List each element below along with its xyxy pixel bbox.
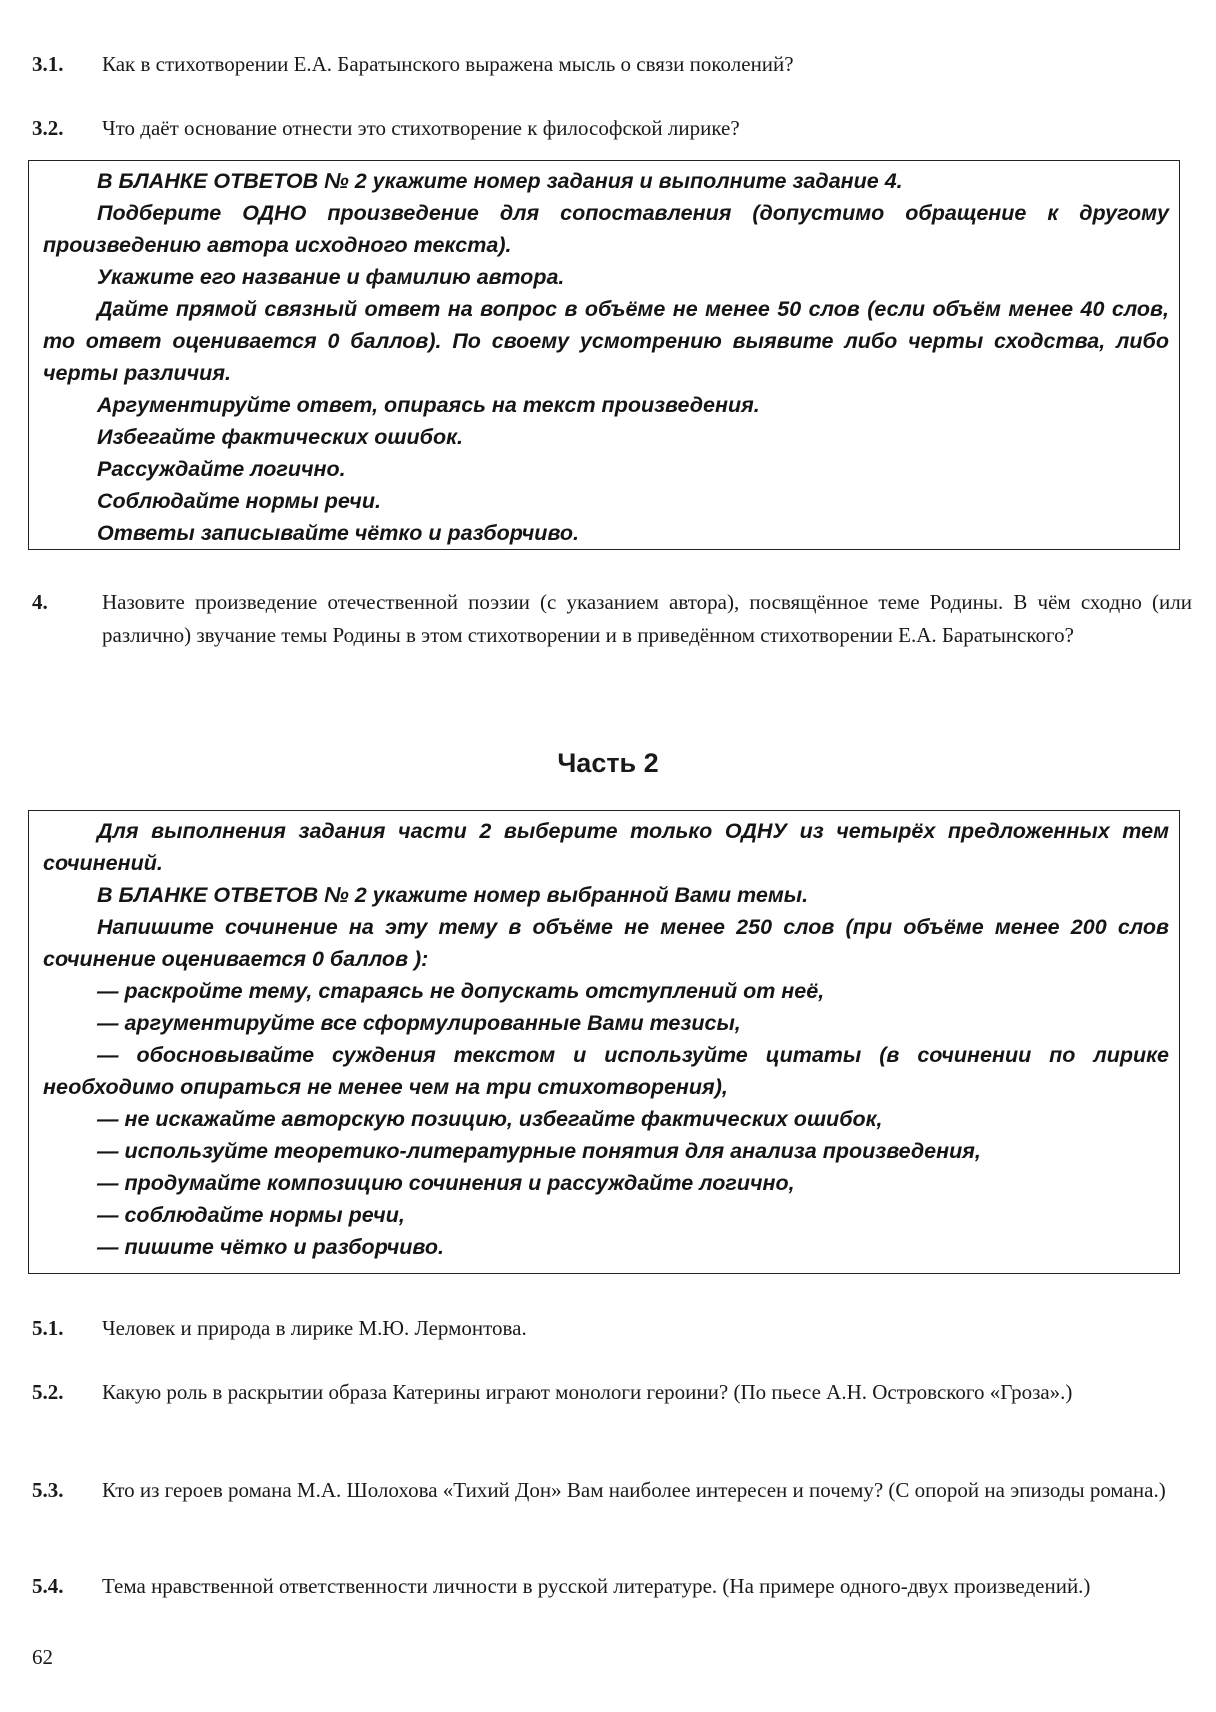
instruction-line: В БЛАНКЕ ОТВЕТОВ № 2 укажите номер выбранной Вами темы. (97, 883, 809, 907)
instruction-line: — пишите чётко и разборчиво. (97, 1235, 444, 1259)
topic-text: Тема нравственной ответственности личности в русской литературе. (На примере одного-двух произведений.) (102, 1574, 1091, 1598)
question-3-1 (32, 48, 1192, 81)
topic-text: Человек и природа в лирике М.Ю. Лермонтова. (102, 1316, 527, 1340)
instruction-box-part-2 (28, 810, 1180, 1274)
topic-text: Кто из героев романа М.А. Шолохова «Тихий Дон» Вам наиболее интересен и почему? (С опорой на эпизоды романа.) (102, 1478, 1166, 1502)
question-text: Назовите произведение отечественной поэзии (с указанием автора), посвящённое теме Родины. В чём сходно (или различно) звучание темы Родины в этом стихотворении и в приведённом стихотворении Е.А. Баратынского? (102, 590, 1192, 647)
instruction-line: — обосновывайте суждения текстом и используйте цитаты (в сочинении по лирике необходимо опираться не менее чем на три стихотворения), (43, 1043, 1169, 1099)
topic-text: Какую роль в раскрытии образа Катерины играют монологи героини? (По пьесе А.Н. Островского «Гроза».) (102, 1380, 1073, 1404)
instruction-line: Избегайте фактических ошибок. (97, 425, 463, 449)
question-number: 3.1. (32, 52, 64, 76)
instruction-line: В БЛАНКЕ ОТВЕТОВ № 2 укажите номер задания и выполните задание 4. (97, 169, 903, 193)
question-text: Что даёт основание отнести это стихотворение к философской лирике? (102, 116, 740, 140)
instruction-line: — используйте теоретико-литературные понятия для анализа произведения, (97, 1139, 981, 1163)
instruction-line: Подберите ОДНО произведение для сопоставления (допустимо обращение к другому произведению автора исходного текста). (43, 201, 1169, 257)
instruction-line: Укажите его название и фамилию автора. (97, 265, 565, 289)
instruction-line: — аргументируйте все сформулированные Вами тезисы, (97, 1011, 741, 1035)
question-3-2 (32, 112, 1192, 145)
instruction-line: Аргументируйте ответ, опираясь на текст произведения. (97, 393, 760, 417)
topic-number: 5.4. (32, 1574, 64, 1598)
question-number: 3.2. (32, 116, 64, 140)
topic-number: 5.3. (32, 1478, 64, 1502)
instruction-line: Ответы записывайте чётко и разборчиво. (97, 521, 579, 545)
instruction-line: Рассуждайте логично. (97, 457, 346, 481)
question-4 (32, 586, 1192, 652)
topic-5-2 (32, 1376, 1192, 1409)
instruction-line: Соблюдайте нормы речи. (97, 489, 381, 513)
page-number: 62 (32, 1645, 53, 1669)
instruction-line: Для выполнения задания части 2 выберите только ОДНУ из четырёх предложенных тем сочинений. (43, 819, 1169, 875)
instruction-box-task-4 (28, 160, 1180, 550)
part-2-heading: Часть 2 (557, 748, 659, 778)
instruction-line: — раскройте тему, стараясь не допускать отступлений от неё, (97, 979, 825, 1003)
question-number: 4. (32, 590, 48, 614)
instruction-line: Напишите сочинение на эту тему в объёме не менее 250 слов (при объёме менее 200 слов сочинение оценивается 0 баллов ): (43, 915, 1169, 971)
topic-5-4 (32, 1570, 1192, 1603)
topic-5-1 (32, 1312, 1192, 1345)
instruction-line: — соблюдайте нормы речи, (97, 1203, 405, 1227)
topic-5-3 (32, 1474, 1192, 1507)
question-text: Как в стихотворении Е.А. Баратынского выражена мысль о связи поколений? (102, 52, 794, 76)
topic-number: 5.2. (32, 1380, 64, 1404)
instruction-line: — не искажайте авторскую позицию, избегайте фактических ошибок, (97, 1107, 883, 1131)
instruction-line: — продумайте композицию сочинения и рассуждайте логично, (97, 1171, 795, 1195)
topic-number: 5.1. (32, 1316, 64, 1340)
instruction-line: Дайте прямой связный ответ на вопрос в объёме не менее 50 слов (если объём менее 40 слов, то ответ оценивается 0 баллов). По своему усмотрению выявите либо черты сходства, либо черты различия. (43, 297, 1169, 385)
